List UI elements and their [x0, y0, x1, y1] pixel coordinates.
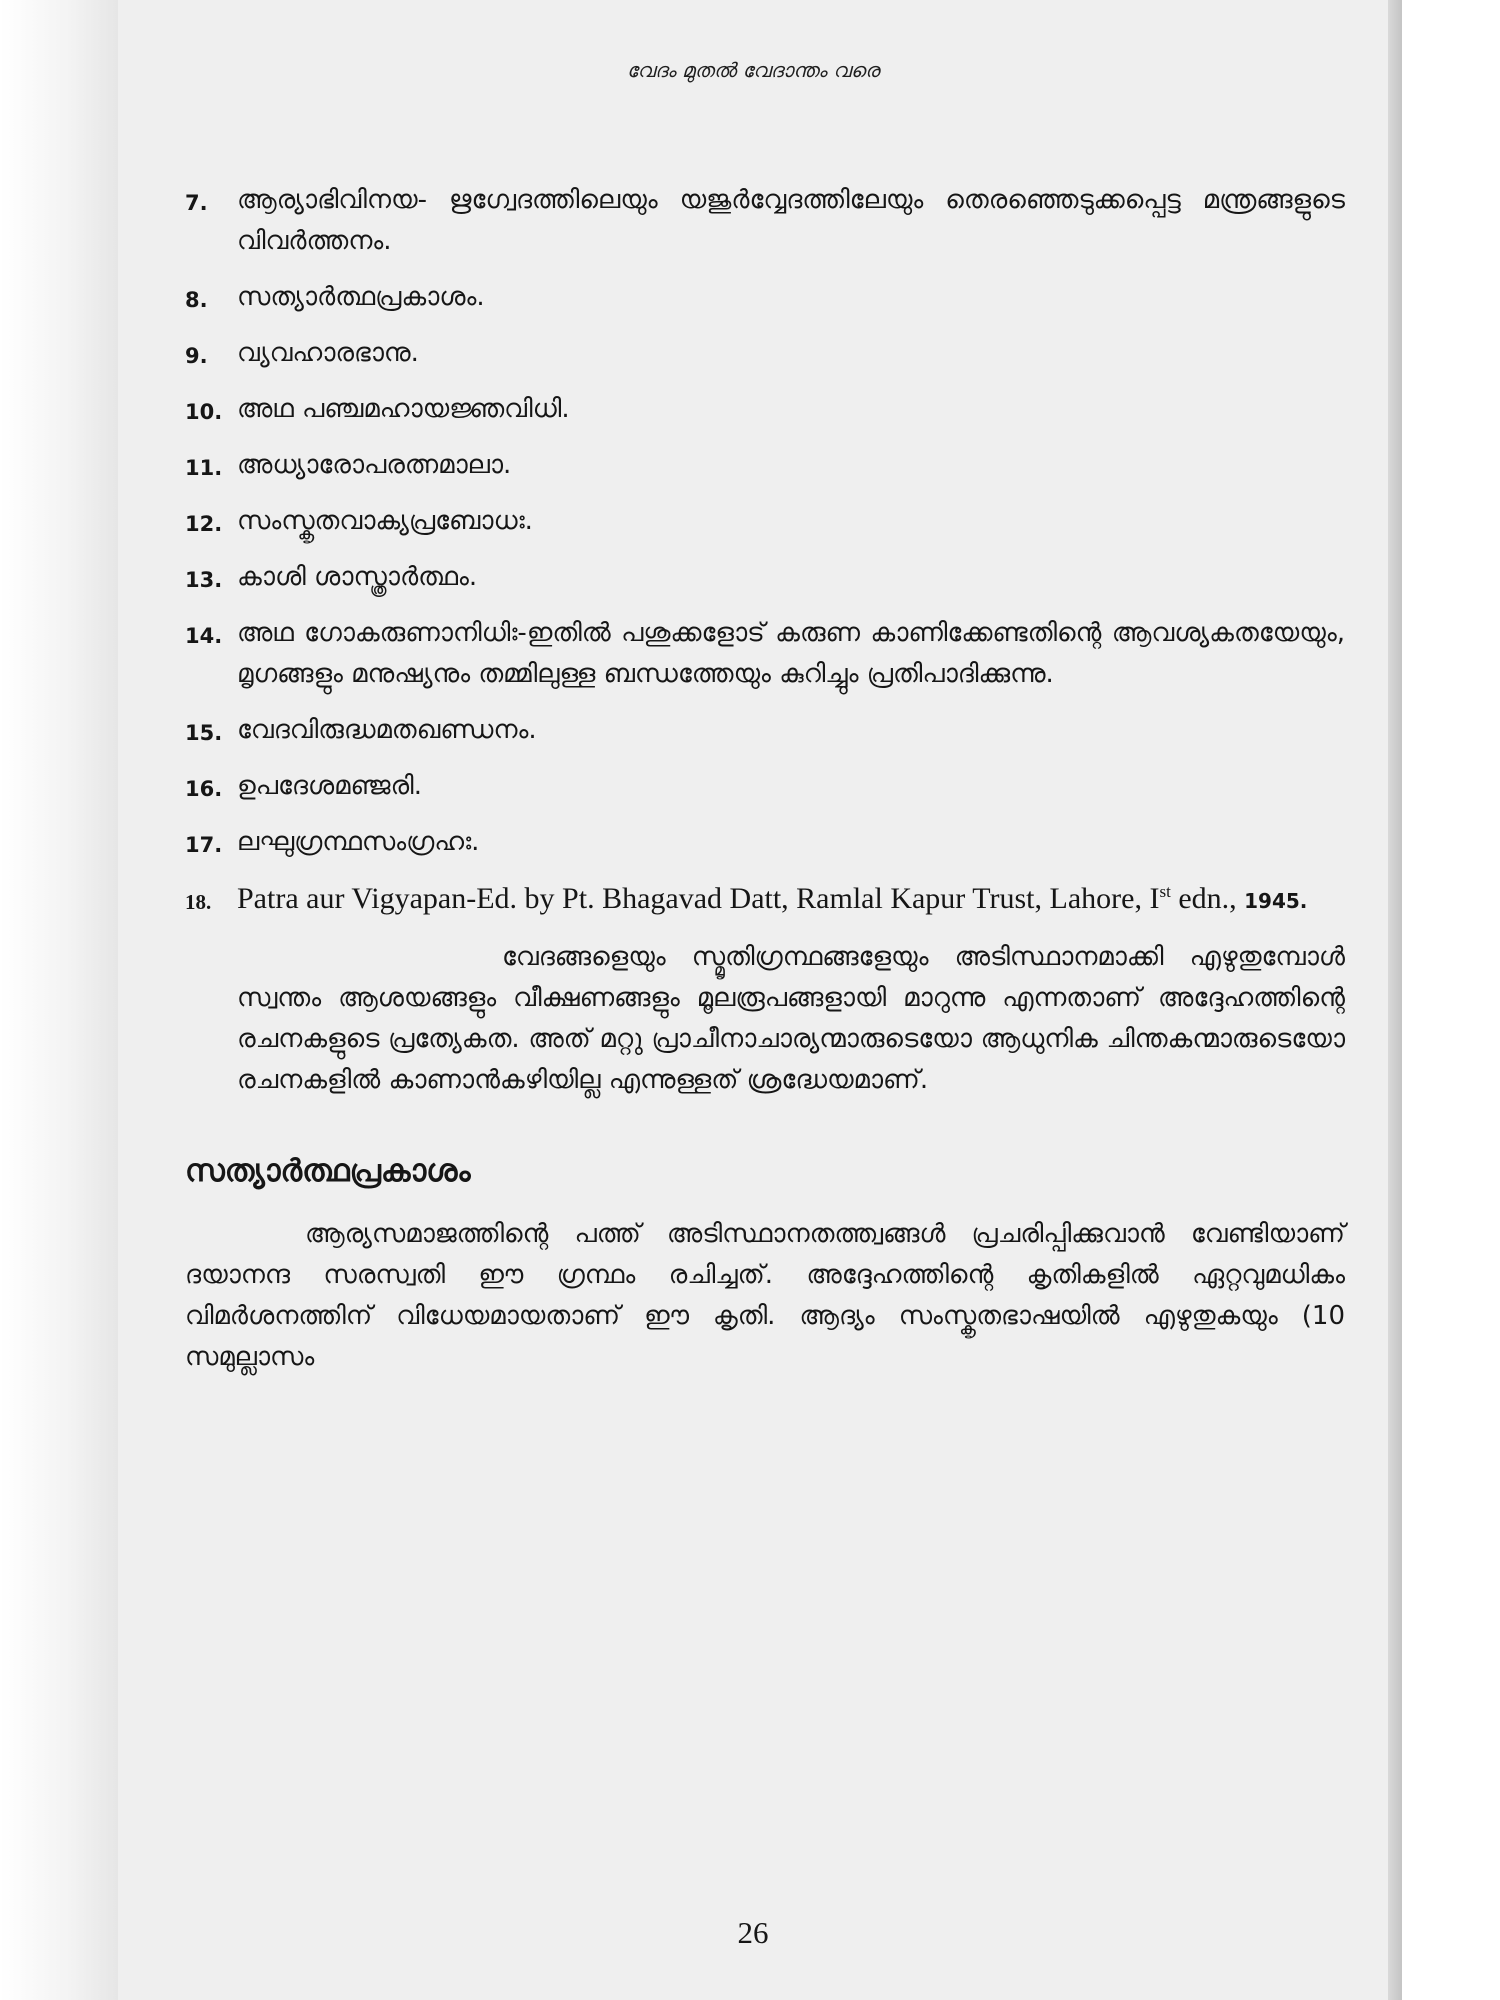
list-item — [185, 710, 1345, 751]
item-text: ലഘുഗ്രന്ഥസംഗ്രഹഃ. — [237, 827, 480, 857]
scan-right-margin — [1402, 0, 1500, 2000]
item-number: 12. — [185, 512, 223, 536]
item-text: Patra aur Vigyapan-Ed. by Pt. Bhagavad Datt, Ramlal Kapur Trust, Lahore, I — [237, 882, 1160, 915]
item-number: 17. — [185, 833, 223, 857]
item-text: സംസ്കൃതവാക്യപ്രബോധഃ. — [237, 506, 533, 536]
item-number: 14. — [185, 624, 223, 648]
section-heading: സത്യാർത്ഥപ്രകാശം — [185, 1153, 471, 1189]
item-number: 9. — [185, 344, 208, 368]
item-text: അഥ പഞ്ചമഹായജ്ഞവിധി. — [237, 394, 570, 424]
page-content — [185, 180, 1345, 1378]
item-text-edition: edn., — [1170, 882, 1245, 915]
list-item — [185, 389, 1345, 430]
item-year: 1945. — [1244, 889, 1308, 913]
item-text: അഥ ഗോകരുണാനിധിഃ-ഇതിൽ പശുക്കളോട് കരുണ കാണിക്കേണ്ടതിന്റെ ആവശ്യകതയേയും, മൃഗങ്ങളും മനുഷ്യനും തമ്മിലുള്ള ബന്ധത്തേയും കുറിച്ചും പ്രതിപാദിക്കുന്നു. — [237, 618, 1345, 689]
list-item — [185, 445, 1345, 486]
item-text: വ്യവഹാരഭാനു. — [237, 338, 419, 368]
list-item — [185, 557, 1345, 598]
page-number: 26 — [737, 1915, 769, 1950]
ordinal-superscript: st — [1159, 882, 1171, 901]
running-head: വേദം മുതൽ വേദാന്തം വരെ — [626, 58, 880, 82]
list-item — [185, 333, 1345, 374]
item-text: വേദവിരുദ്ധമതഖണ്ഡനം. — [237, 715, 537, 745]
page-edge — [1388, 0, 1402, 2000]
body-paragraph: വേദങ്ങളെയും സ്മൃതിഗ്രന്ഥങ്ങളേയും അടിസ്ഥാനമാക്കി എഴുതുമ്പോൾ സ്വന്തം ആശയങ്ങളും വീക്ഷണങ്ങളും മൂലരൂപങ്ങളായി മാറുന്നു എന്നതാണ് അദ്ദേഹത്തിന്റെ രചനകളുടെ പ്രത്യേകത. അത് മറ്റു പ്രാചീനാചാര്യന്മാരുടെയോ ആധുനിക ചിന്തകന്മാരുടെയോ രചനകളിൽ കാണാൻകഴിയില്ല എന്നുള്ളത് ശ്രദ്ധേയമാണ്. — [237, 942, 1345, 1095]
item-text: ആര്യാഭിവിനയ- ഋഗ്വേദത്തിലെയും യജുർവ്വേദത്തിലേയും തെരഞ്ഞെടുക്കപ്പെട്ട മന്ത്രങ്ങളുടെ വിവർത്തനം. — [237, 185, 1345, 256]
body-paragraph: ആര്യസമാജത്തിന്റെ പത്ത് അടിസ്ഥാനതത്ത്വങ്ങൾ പ്രചരിപ്പിക്കുവാൻ വേണ്ടിയാണ് ദയാനന്ദ സരസ്വതി ഈ ഗ്രന്ഥം രചിച്ചത്. അദ്ദേഹത്തിന്റെ കൃതികളിൽ ഏറ്റവുമധികം വിമർശനത്തിന് വിധേയമായതാണ് ഈ കൃതി. ആദ്യം സംസ്കൃതഭാഷയിൽ എഴുതുകയും (10 സമുല്ലാസം — [185, 1219, 1345, 1372]
list-item — [185, 277, 1345, 318]
list-item — [185, 501, 1345, 542]
item-text: അധ്യാരോപരത്നമാലാ. — [237, 450, 512, 480]
list-item-english — [185, 878, 1345, 922]
list-item — [185, 766, 1345, 807]
item-number: 18. — [185, 890, 212, 914]
item-number: 15. — [185, 721, 223, 745]
item-number: 10. — [185, 400, 223, 424]
item-number: 13. — [185, 568, 223, 592]
list-item — [185, 822, 1345, 863]
item-number: 11. — [185, 456, 223, 480]
item-number: 16. — [185, 777, 223, 801]
item-text: സത്യാർത്ഥപ്രകാശം. — [237, 282, 485, 312]
item-text: കാശി ശാസ്ത്രാർത്ഥം. — [237, 562, 478, 592]
list-item — [185, 180, 1345, 262]
list-item — [185, 613, 1345, 695]
item-number: 8. — [185, 288, 208, 312]
item-text: ഉപദേശമഞ്ജരി. — [237, 771, 422, 801]
item-number: 7. — [185, 191, 208, 215]
scan-left-margin — [0, 0, 118, 2000]
